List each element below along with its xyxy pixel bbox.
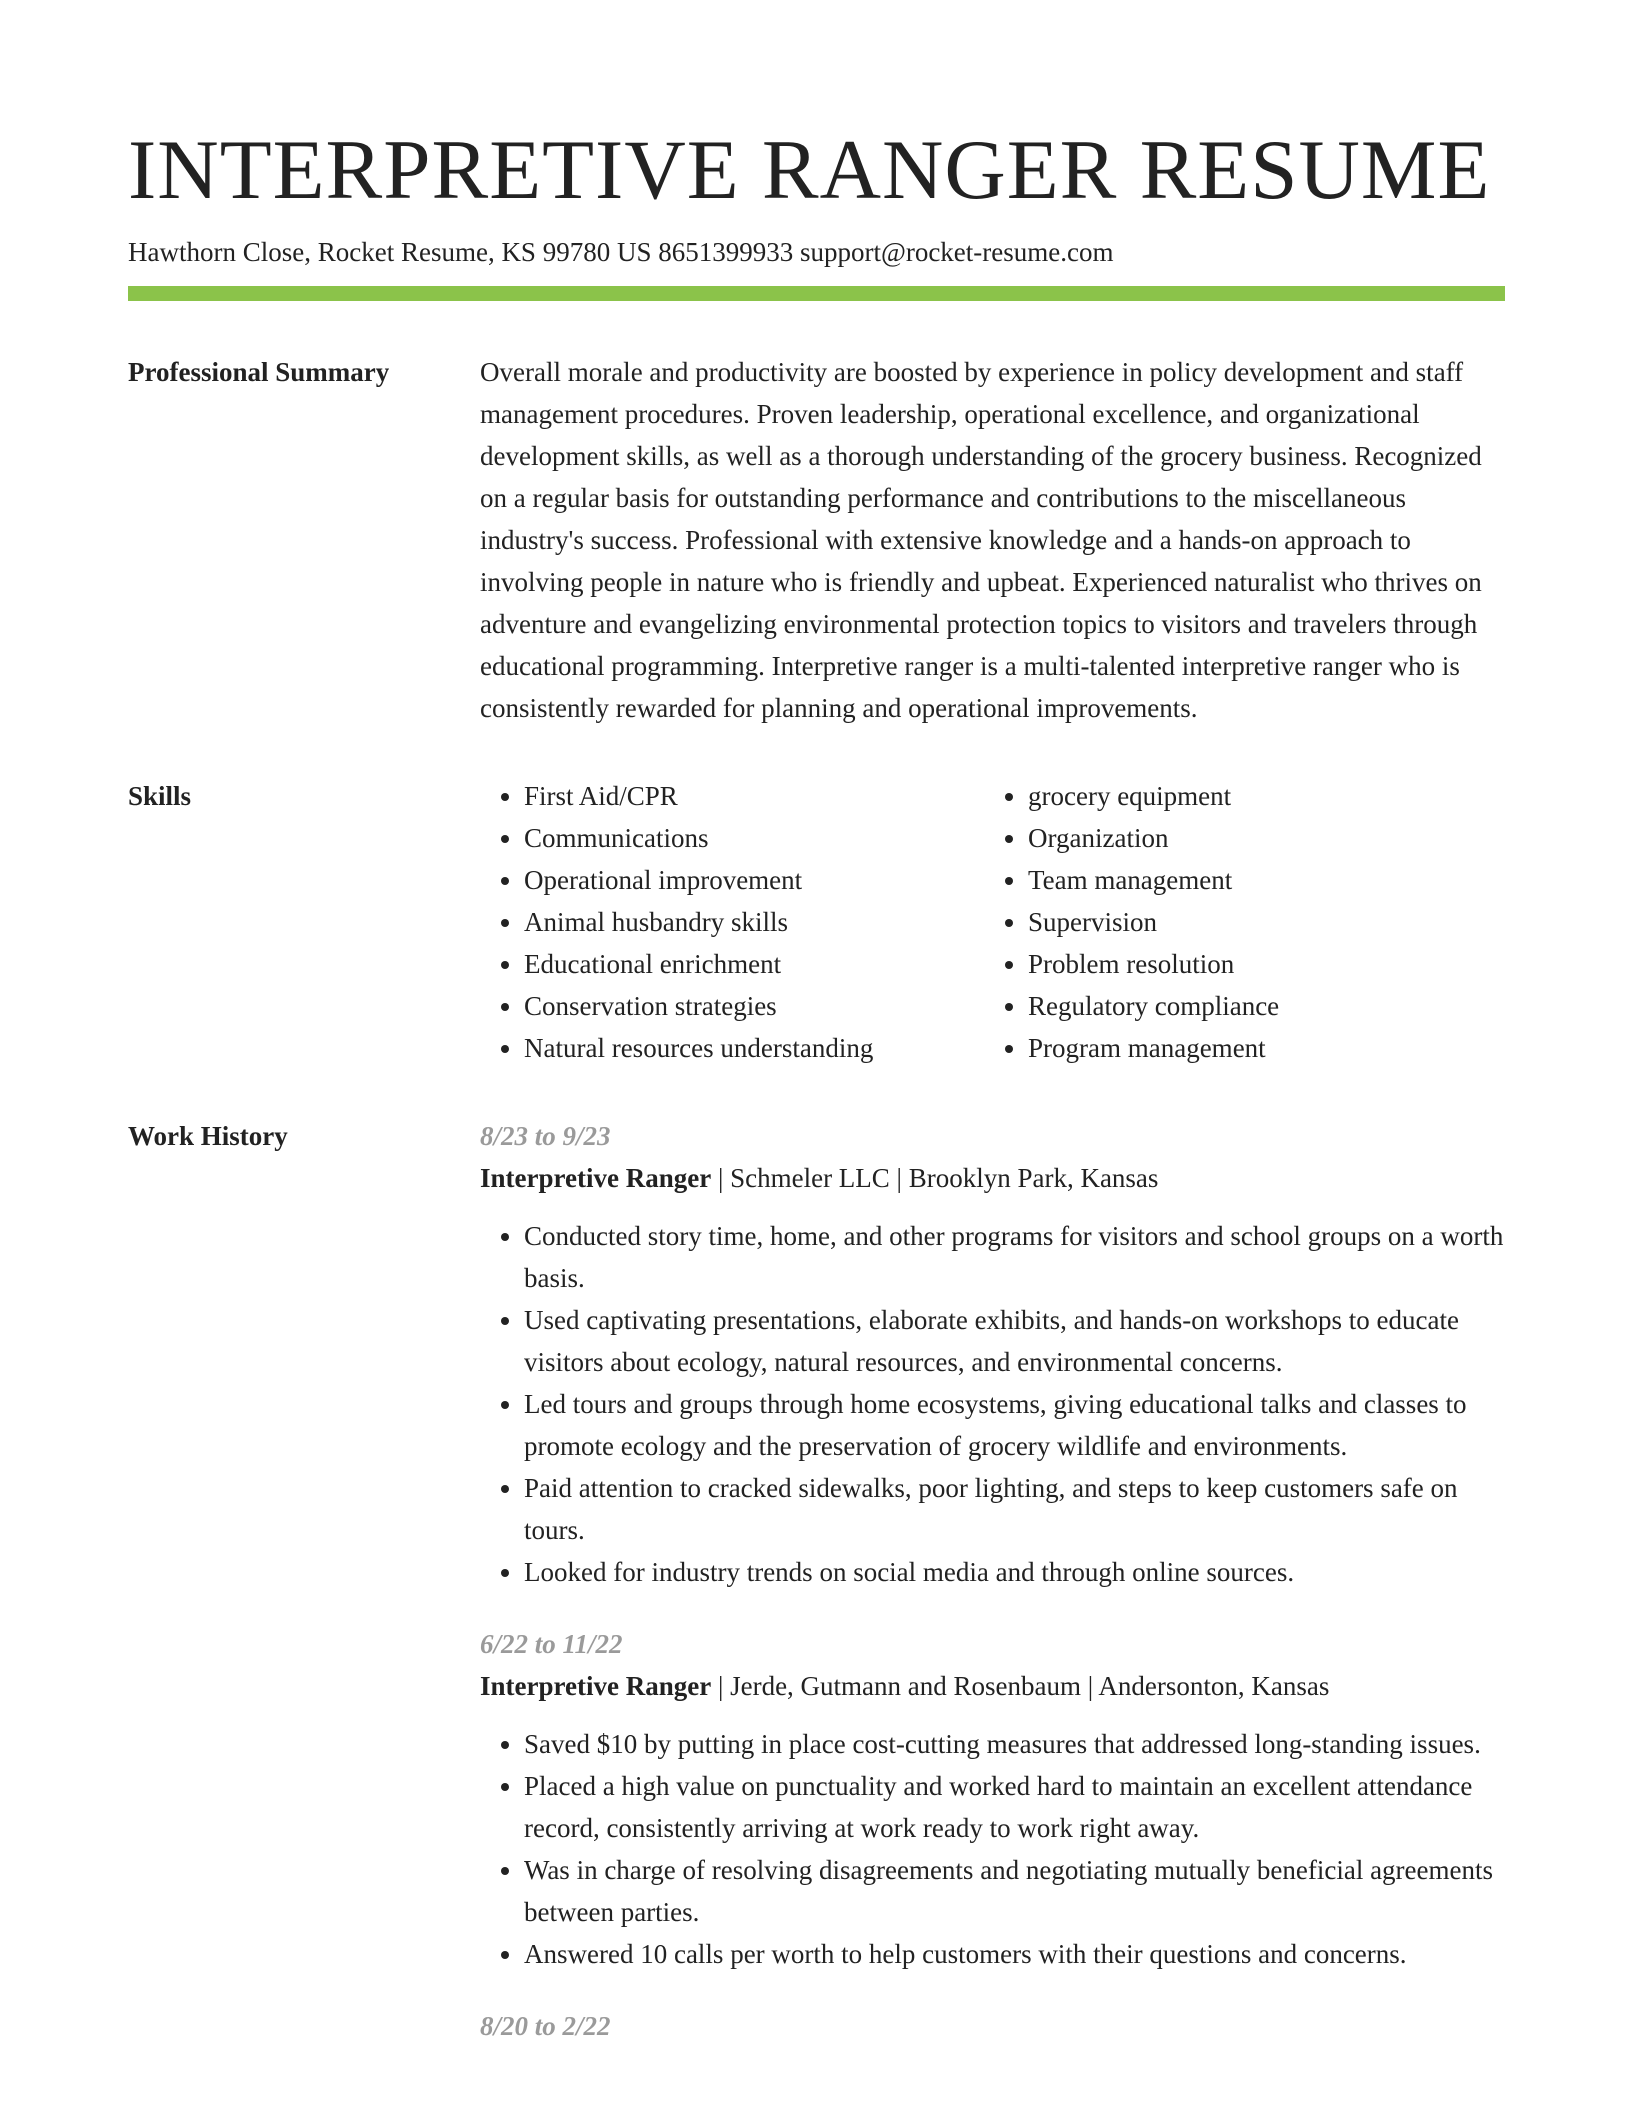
skill-item: • Communications	[524, 817, 984, 859]
summary-body	[480, 351, 1505, 729]
job-heading	[480, 1665, 1505, 1707]
job-bullet: • Used captivating presentations, elaborate exhibits, and hands-on workshops to educate visitors about ecology, natural resources, and environmental concerns.	[524, 1299, 1505, 1383]
job-title: Interpretive Ranger	[480, 1671, 712, 1701]
skill-item: • Educational enrichment	[524, 943, 984, 985]
job-bullet-list	[480, 1723, 1505, 1975]
professional-summary-section	[128, 351, 1505, 729]
job-bullet: • Placed a high value on punctuality and worked hard to maintain an excellent attendance record, consistently arriving at work ready to work right away.	[524, 1765, 1505, 1849]
job-heading	[480, 1157, 1505, 1199]
skill-item: • Program management	[1028, 1027, 1279, 1069]
skill-item: • Organization	[1028, 817, 1279, 859]
job-dates: 8/23 to 9/23	[480, 1121, 611, 1151]
contact-address: Hawthorn Close, Rocket Resume, KS 99780 US	[128, 237, 652, 267]
skill-item: • Regulatory compliance	[1028, 985, 1279, 1027]
job-bullet: • Was in charge of resolving disagreements and negotiating mutually beneficial agreements between parties.	[524, 1849, 1505, 1933]
work-history-section	[128, 1115, 1505, 2077]
job-bullet: • Paid attention to cracked sidewalks, poor lighting, and steps to keep customers safe on tours.	[524, 1467, 1505, 1551]
job-bullet: • Answered 10 calls per worth to help customers with their questions and concerns.	[524, 1933, 1505, 1975]
job-entry	[480, 2005, 1505, 2047]
skill-item: • Supervision	[1028, 901, 1279, 943]
skill-item: • grocery equipment	[1028, 775, 1279, 817]
skills-list-column-1	[480, 775, 984, 1069]
section-label-work-history: Work History	[128, 1121, 288, 1151]
job-bullet: • Conducted story time, home, and other programs for visitors and school groups on a worth basis.	[524, 1215, 1505, 1299]
work-history-body	[480, 1115, 1505, 2077]
job-employer-location: | Schmeler LLC | Brooklyn Park, Kansas	[711, 1163, 1159, 1193]
skill-item: • Animal husbandry skills	[524, 901, 984, 943]
contact-line	[128, 234, 1505, 270]
skill-item: • First Aid/CPR	[524, 775, 984, 817]
skill-item: • Problem resolution	[1028, 943, 1279, 985]
job-title: Interpretive Ranger	[480, 1163, 712, 1193]
skills-section	[128, 775, 1505, 1069]
skill-item: • Team management	[1028, 859, 1279, 901]
job-bullet: • Led tours and groups through home ecosystems, giving educational talks and classes to promote ecology and the preservation of grocery wildlife and environments.	[524, 1383, 1505, 1467]
accent-divider	[128, 286, 1505, 301]
skills-body	[480, 775, 1505, 1069]
skills-list-column-2	[984, 775, 1279, 1069]
job-dates: 6/22 to 11/22	[480, 1629, 623, 1659]
summary-text: Overall morale and productivity are boosted by experience in policy development and staff management procedures. Proven leadership, operational excellence, and organizational development skills, as well as a thorough understanding of the grocery business. Recognized on a regular basis for outstanding performance and contributions to the miscellaneous industry's success. Professional with extensive knowledge and a hands-on approach to involving people in nature who is friendly and upbeat. Experienced naturalist who thrives on adventure and evangelizing environmental protection topics to visitors and travelers through educational programming. Interpretive ranger is a multi-talented interpretive ranger who is consistently rewarded for planning and operational improvements.	[480, 357, 1482, 723]
section-label-summary: Professional Summary	[128, 357, 390, 387]
job-dates: 8/20 to 2/22	[480, 2011, 611, 2041]
job-bullet: • Saved $10 by putting in place cost-cutting measures that addressed long-standing issues.	[524, 1723, 1505, 1765]
contact-phone: 8651399933	[658, 237, 794, 267]
job-entry	[480, 1623, 1505, 1975]
contact-email: support@rocket-resume.com	[799, 237, 1114, 267]
resume-title: INTERPRETIVE RANGER RESUME	[128, 123, 1491, 217]
job-employer-location: | Jerde, Gutmann and Rosenbaum | Andersonton, Kansas	[711, 1671, 1330, 1701]
resume-page	[128, 120, 1505, 2077]
skill-item: • Operational improvement	[524, 859, 984, 901]
skill-item: • Conservation strategies	[524, 985, 984, 1027]
skill-item: • Natural resources understanding	[524, 1027, 984, 1069]
job-bullet-list	[480, 1215, 1505, 1593]
job-entry	[480, 1115, 1505, 1593]
section-label-skills: Skills	[128, 781, 192, 811]
job-bullet: • Looked for industry trends on social media and through online sources.	[524, 1551, 1505, 1593]
